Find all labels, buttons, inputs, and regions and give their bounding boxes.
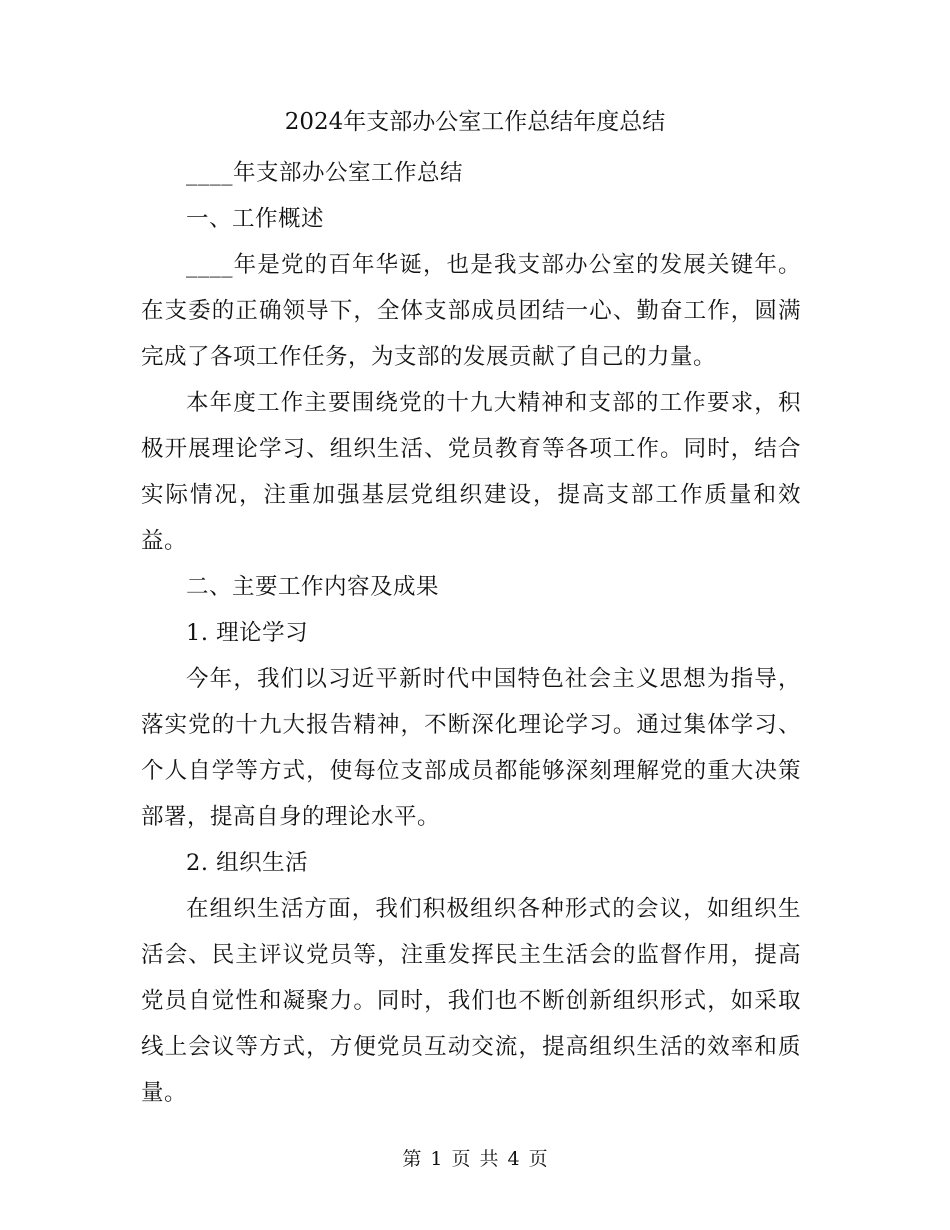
document-body (141, 150, 801, 1116)
page-number-footer: 第 1 页 共 4 页 (402, 1148, 548, 1170)
section-heading-main-work: 二、主要工作内容及成果 (186, 574, 440, 600)
subsection-heading-organization-life: 2. 组织生活 (186, 850, 309, 876)
body-paragraph: 在组织生活方面，我们积极组织各种形式的会议，如组织生活会、民主评议党员等，注重发挥民主生活会的监督作用，提高党员自觉性和凝聚力。同时，我们也不断创新组织形式，如采取线上会议等方式，方便党员互动交流，提高组织生活的效率和质量。 (141, 896, 801, 1106)
document-title: 2024年支部办公室工作总结年度总结 (284, 109, 666, 135)
subtitle-paragraph: ____年支部办公室工作总结 (186, 160, 464, 186)
subsection-heading-theory-study: 1. 理论学习 (186, 620, 309, 646)
body-paragraph: 本年度工作主要围绕党的十九大精神和支部的工作要求，积极开展理论学习、组织生活、党员教育等各项工作。同时，结合实际情况，注重加强基层党组织建设，提高支部工作质量和效益。 (141, 390, 801, 554)
section-heading-overview: 一、工作概述 (186, 206, 325, 232)
body-paragraph: ____年是党的百年华诞，也是我支部办公室的发展关键年。在支委的正确领导下，全体支部成员团结一心、勤奋工作，圆满完成了各项工作任务，为支部的发展贡献了自己的力量。 (141, 252, 801, 370)
body-paragraph: 今年，我们以习近平新时代中国特色社会主义思想为指导，落实党的十九大报告精神，不断深化理论学习。通过集体学习、个人自学等方式，使每位支部成员都能够深刻理解党的重大决策部署，提高自身的理论水平。 (141, 666, 801, 830)
